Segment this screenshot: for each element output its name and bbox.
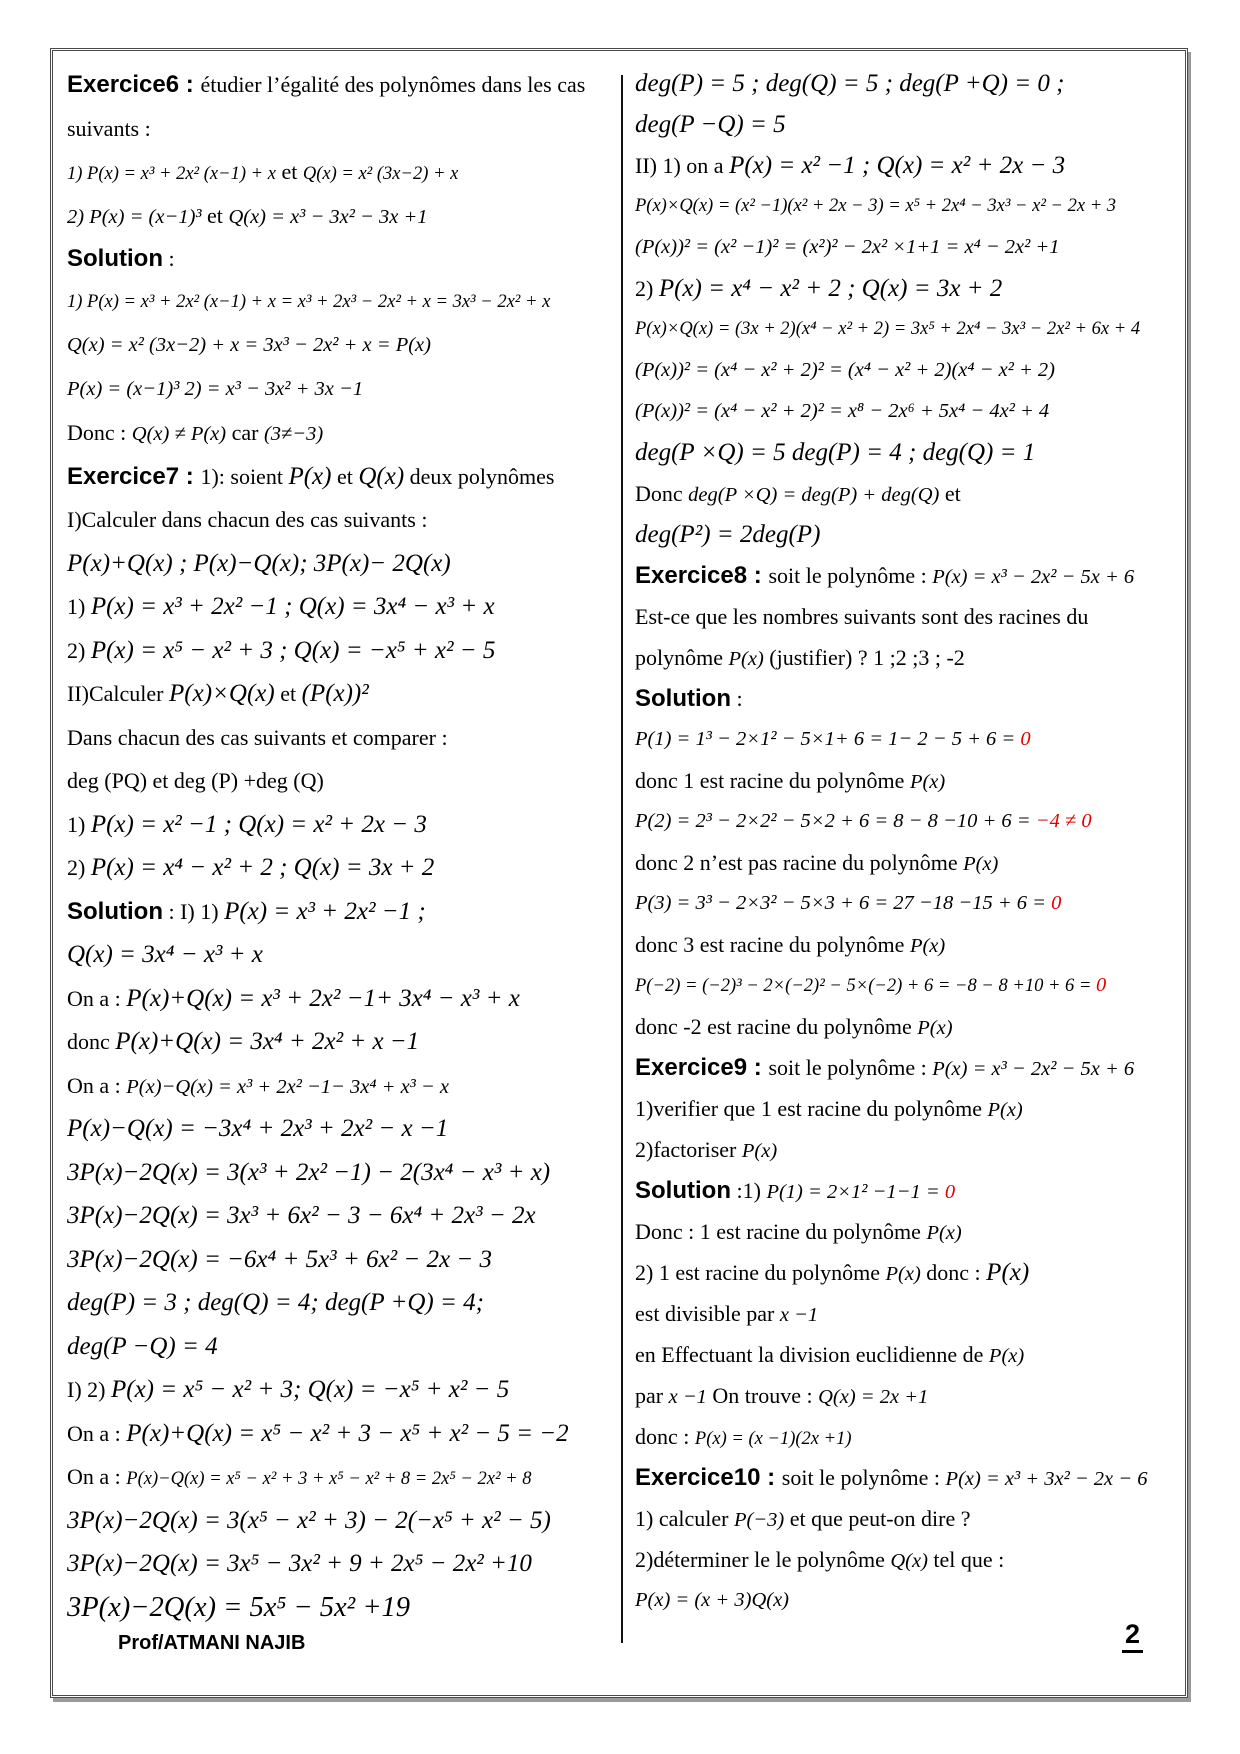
math-run-large: 3P(x)−2Q(x) = 3(x⁵ − x² + 3) − 2(−x⁵ + x² − 5) [67, 1506, 551, 1534]
text-run: deux polynômes [404, 463, 555, 489]
document-line [67, 1064, 619, 1108]
document-line [67, 1325, 619, 1369]
document-line [635, 1211, 1183, 1252]
document-line [67, 1194, 619, 1238]
document-line [635, 678, 1183, 719]
math-run: (P(x))² = (x⁴ − x² + 2)² = x⁸ − 2x⁶ + 5x⁴ − 4x² + 4 [635, 400, 1050, 422]
math-run: (P(x))² = (x² −1)² = (x²)² − 2x² ×1+1 = x⁴ − 2x² +1 [635, 236, 1060, 258]
math-run-small: 1) P(x) = x³ + 2x² (x−1) + x = x³ + 2x³ − 2x² + x = 3x³ − 2x² + x [67, 291, 551, 312]
math-run-large: deg(P) = 5 ; deg(Q) = 5 ; deg(P +Q) = 0 ; [635, 70, 1065, 97]
document-line [635, 350, 1183, 391]
text-run: : I) 1) [162, 898, 225, 924]
math-run: P(x) [909, 935, 946, 957]
text-run: 1) calculer [635, 1506, 734, 1531]
math-run-large: P(x) = x⁵ − x² + 3 ; Q(x) = −x⁵ + x² − 5 [90, 636, 496, 664]
math-run-small: P(x)×Q(x) = (x² −1)(x² + 2x − 3) = x⁵ + 2x⁴ − 3x³ − x² − 2x + 3 [635, 196, 1117, 216]
exercise-heading: Solution [67, 245, 163, 272]
math-run-large: P(x)+Q(x) ; P(x)−Q(x); 3P(x)− 2Q(x) [67, 549, 451, 577]
text-run: et [331, 463, 359, 489]
math-run-large: Q(x) = 3x⁴ − x³ + x [67, 941, 263, 968]
document-line [67, 281, 619, 325]
math-run: P(x)−Q(x) = x³ + 2x² −1− 3x⁴ + x³ − x [126, 1075, 449, 1098]
document-line [635, 1047, 1183, 1088]
exercise-heading: Exercice7 : [67, 462, 201, 490]
math-run: (3≠−3) [263, 423, 324, 445]
math-run: P(x) = x³ + 3x² − 2x − 6 [945, 1468, 1148, 1490]
document-line [635, 1252, 1183, 1293]
text-run: Donc : 1 est racine du polynôme [635, 1219, 927, 1244]
document-line [635, 1580, 1183, 1621]
math-run-large: P(x) = x³ + 2x² −1 ; Q(x) = 3x⁴ − x³ + x [90, 593, 495, 620]
red-result: 0 [1020, 728, 1031, 750]
red-result: 0 [1051, 892, 1062, 914]
math-run: deg(P ×Q) = deg(P) + deg(Q) [688, 484, 940, 506]
document-line [635, 842, 1183, 883]
text-run: donc 3 est racine du polynôme [635, 932, 910, 957]
document-line [635, 104, 1183, 145]
document-line [635, 1498, 1183, 1539]
text-run: : [162, 246, 175, 271]
math-run: Q(x) = x³ − 3x² − 3x +1 [228, 205, 428, 228]
document-line [635, 391, 1183, 432]
column-divider [621, 75, 623, 1643]
math-run-large: P(x)+Q(x) = 3x⁴ + 2x² + x −1 [115, 1028, 420, 1055]
text-run: On a : [67, 985, 127, 1011]
document-line [635, 719, 1183, 760]
exercise-heading: Solution [67, 897, 163, 925]
math-run: P(x) [987, 1099, 1023, 1121]
text-run: 2) [635, 276, 659, 301]
document-line [67, 1151, 619, 1195]
math-run: P(x) [728, 648, 764, 670]
document-line [67, 498, 619, 542]
math-run: Q(x) = x² (3x−2) + x = 3x³ − 2x² + x = P(x) [67, 334, 431, 356]
document-page [50, 48, 1188, 1698]
text-run: donc [67, 1029, 116, 1054]
text-run: : [730, 686, 743, 711]
text-run: donc : [635, 1424, 695, 1449]
document-line [635, 145, 1183, 186]
math-run: P(1) = 1³ − 2×1² − 5×1+ 6 = 1− 2 − 5 + 6 = [635, 728, 1021, 750]
math-run-large: deg(P −Q) = 5 [635, 111, 786, 138]
text-run: donc 1 est racine du polynôme [635, 768, 910, 793]
document-line [635, 555, 1183, 596]
math-run-large: Q(x) [358, 462, 405, 490]
math-run-large: P(x) [986, 1259, 1030, 1286]
document-line [635, 186, 1183, 227]
document-line [67, 1020, 619, 1064]
exercise-heading: Exercice9 : [635, 1054, 769, 1081]
text-run: deg (PQ) et deg (P) +deg (Q) [67, 768, 324, 793]
document-line [635, 473, 1183, 514]
exercise-heading: Exercice10 : [635, 1464, 782, 1491]
text-run: Donc : [67, 420, 132, 445]
text-run: soit le polynôme : [781, 1465, 946, 1490]
math-run: P(x) [988, 1345, 1025, 1367]
math-run: P(x) [909, 771, 946, 793]
math-run: P(2) = 2³ − 2×2² − 5×2 + 6 = 8 − 8 −10 + 6 = [635, 810, 1036, 832]
text-run: On a : [67, 1072, 127, 1098]
exercise-heading: Solution [635, 1177, 731, 1204]
document-line [635, 883, 1183, 924]
math-run: (P(x))² = (x⁴ − x² + 2)² = (x⁴ − x² + 2)(x⁴ − x² + 2) [635, 359, 1056, 381]
text-run: tel que : [927, 1547, 1005, 1572]
document-line [635, 63, 1183, 104]
exercise-heading: Solution [635, 685, 731, 712]
document-line [635, 309, 1183, 350]
document-line [67, 716, 619, 760]
text-run: I) 2) [67, 1377, 111, 1402]
math-run-small: P(x) = (x −1)(2x +1) [694, 1429, 852, 1449]
document-line [67, 411, 619, 455]
text-run: I)Calculer dans chacun des cas suivants : [67, 507, 428, 532]
document-line [67, 759, 619, 803]
text-run: donc : [920, 1260, 987, 1285]
math-run: x −1 [668, 1386, 707, 1408]
document-line [67, 846, 619, 890]
text-run: car [226, 420, 264, 445]
right-column [635, 63, 1183, 1621]
math-run-small: P(−2) = (−2)³ − 2×(−2)² − 5×(−2) + 6 = −8 − 8 +10 + 6 = [635, 976, 1097, 996]
document-line [67, 1499, 619, 1543]
math-run-small: P(x)−Q(x) = x⁵ − x² + 3 + x⁵ − x² + 8 = 2x⁵ − 2x² + 8 [126, 1469, 532, 1489]
document-line [635, 1416, 1183, 1457]
text-run: soit le polynôme : [768, 1055, 933, 1080]
document-line [635, 1088, 1183, 1129]
math-run-large: P(x) = x³ + 2x² −1 ; [224, 897, 426, 925]
document-line [635, 1457, 1183, 1498]
document-line [635, 1129, 1183, 1170]
footer-author: Prof/ATMANI NAJIB [118, 1632, 306, 1654]
text-run: 1) [67, 811, 91, 837]
text-run: On a : [67, 1420, 127, 1446]
math-run: P(x) [917, 1017, 953, 1039]
document-line [635, 1170, 1183, 1211]
math-run-large: P(x) = x² −1 ; Q(x) = x² + 2x − 3 [729, 152, 1066, 179]
math-run: P(x) [926, 1222, 962, 1244]
document-line [67, 585, 619, 629]
math-run-large: 3P(x)−2Q(x) = −6x⁴ + 5x³ + 6x² − 2x − 3 [67, 1245, 492, 1273]
document-line [635, 432, 1183, 473]
text-run: (justifier) ? 1 ;2 ;3 ; -2 [763, 645, 965, 670]
document-line [67, 324, 619, 368]
document-line [635, 924, 1183, 965]
text-run: On a : [67, 1464, 127, 1489]
document-line [67, 455, 619, 499]
text-run: polynôme [635, 645, 729, 670]
red-result: −4 ≠ 0 [1035, 810, 1092, 832]
document-line [635, 1006, 1183, 1047]
math-run-large: (P(x))² [301, 680, 369, 707]
math-run-large: P(x) = x⁴ − x² + 2 ; Q(x) = 3x + 2 [90, 854, 435, 881]
red-result: 0 [944, 1181, 956, 1203]
document-line [67, 890, 619, 934]
math-run: P(x) [885, 1263, 921, 1285]
document-line [67, 1238, 619, 1282]
exercise-heading: Exercice6 : [67, 71, 201, 98]
math-run-large: P(x)−Q(x) = −3x⁴ + 2x³ + 2x² − x −1 [67, 1115, 449, 1142]
math-run-large: 3P(x)−2Q(x) = 3x³ + 6x² − 3 − 6x⁴ + 2x³ − 2x [67, 1202, 536, 1229]
math-run: 2) P(x) = (x−1)³ [67, 205, 202, 228]
document-line [635, 1334, 1183, 1375]
math-run: P(x) [963, 853, 999, 875]
text-run: 2) 1 est racine du polynôme [635, 1260, 886, 1285]
document-line [635, 760, 1183, 801]
text-run: Dans chacun des cas suivants et comparer : [67, 724, 448, 750]
math-run: P(x) = (x + 3)Q(x) [635, 1589, 790, 1611]
math-run: P(x) = x³ − 2x² − 5x + 6 [932, 1058, 1135, 1080]
math-run: P(3) = 3³ − 2×3² − 5×3 + 6 = 27 −18 −15 + 6 = [635, 892, 1052, 914]
text-run: On trouve : [706, 1383, 819, 1408]
math-run-xlarge: 3P(x)−2Q(x) = 5x⁵ − 5x² +19 [67, 1591, 411, 1623]
text-run: 2) [67, 855, 91, 880]
text-run: et que peut-on dire ? [784, 1506, 971, 1531]
text-run: et [274, 681, 302, 706]
text-run: Donc [635, 481, 689, 506]
document-line [67, 1107, 619, 1151]
math-run-large: deg(P) = 3 ; deg(Q) = 4; deg(P +Q) = 4; [67, 1289, 484, 1316]
text-run: 1) [67, 594, 91, 619]
text-run: soit le polynôme : [768, 563, 933, 588]
math-run-large: P(x)×Q(x) [169, 680, 275, 707]
math-run: Q(x) [890, 1550, 928, 1572]
math-run-large: P(x) = x⁴ − x² + 2 ; Q(x) = 3x + 2 [658, 275, 1003, 302]
math-run-large: deg(P −Q) = 4 [67, 1332, 218, 1360]
document-line [67, 237, 619, 281]
document-line [635, 1375, 1183, 1416]
math-run-large: P(x)+Q(x) = x³ + 2x² −1+ 3x⁴ − x³ + x [126, 984, 520, 1012]
text-run: suivants : [67, 115, 151, 141]
text-run: 1)verifier que 1 est racine du polynôme [635, 1096, 988, 1121]
document-line [635, 268, 1183, 309]
document-line [67, 1586, 619, 1630]
text-run: donc -2 est racine du polynôme [635, 1014, 918, 1039]
document-line [67, 629, 619, 673]
text-run: donc 2 n’est pas racine du polynôme [635, 850, 964, 875]
document-line [67, 1542, 619, 1586]
text-run: est divisible par [635, 1301, 780, 1326]
math-run: x −1 [779, 1304, 819, 1326]
math-run-small: P(x)×Q(x) = (3x + 2)(x⁴ − x² + 2) = 3x⁵ + 2x⁴ − 3x³ − 2x² + 6x + 4 [635, 319, 1141, 339]
document-line [635, 227, 1183, 268]
math-run-large: 3P(x)−2Q(x) = 3(x³ + 2x² −1) − 2(3x⁴ − x³ + x) [67, 1158, 551, 1186]
document-line [635, 965, 1183, 1006]
math-run-large: deg(P ×Q) = 5 deg(P) = 4 ; deg(Q) = 1 [635, 439, 1036, 466]
text-run: 2)factoriser [635, 1137, 742, 1162]
math-run: Q(x) ≠ P(x) [131, 423, 227, 445]
page-number: 2 [1122, 1619, 1143, 1653]
math-run-large: P(x) = x² −1 ; Q(x) = x² + 2x − 3 [90, 810, 427, 838]
text-run: :1) [730, 1178, 767, 1203]
document-line [67, 672, 619, 716]
document-line [67, 194, 619, 238]
document-line [67, 933, 619, 977]
left-column [67, 63, 619, 1629]
math-run: P(x) = (x−1)³ 2) = x³ − 3x² + 3x −1 [67, 377, 364, 400]
math-run: P(1) = 2×1² −1−1 = [766, 1181, 945, 1203]
math-run-large: P(x) [288, 462, 332, 490]
document-line [635, 514, 1183, 555]
text-run: 1): soient [200, 463, 289, 489]
text-run: et [201, 202, 229, 228]
text-run: Est-ce que les nombres suivants sont des racines du [635, 604, 1089, 629]
text-run: 2)déterminer le le polynôme [635, 1547, 891, 1572]
exercise-heading: Exercice8 : [635, 562, 769, 589]
document-line [635, 1293, 1183, 1334]
document-line [635, 801, 1183, 842]
text-run: 2) [67, 637, 91, 663]
text-run: et [275, 159, 303, 184]
document-line [67, 1412, 619, 1456]
document-line [67, 150, 619, 194]
math-run-large: P(x)+Q(x) = x⁵ − x² + 3 − x⁵ + x² − 5 = −2 [126, 1419, 569, 1447]
red-result: 0 [1096, 974, 1107, 996]
document-line [67, 107, 619, 151]
math-run-large: P(x) = x⁵ − x² + 3; Q(x) = −x⁵ + x² − 5 [110, 1376, 510, 1403]
document-line [67, 803, 619, 847]
text-run: II)Calculer [67, 681, 169, 706]
math-run-large: 3P(x)−2Q(x) = 3x⁵ − 3x² + 9 + 2x⁵ − 2x² +10 [67, 1550, 532, 1577]
document-line [635, 1539, 1183, 1580]
math-run: P(−3) [733, 1509, 785, 1531]
text-run: en Effectuant la division euclidienne de [635, 1342, 989, 1367]
document-line [67, 1281, 619, 1325]
text-run: étudier l’égalité des polynômes dans les cas [200, 72, 586, 97]
math-run-large: deg(P²) = 2deg(P) [635, 521, 821, 548]
math-run-small: 1) P(x) = x³ + 2x² (x−1) + x [67, 164, 276, 184]
document-line [67, 368, 619, 412]
document-line [635, 596, 1183, 637]
document-line [67, 977, 619, 1021]
math-run-small: Q(x) = x² (3x−2) + x [302, 164, 459, 184]
math-run: P(x) [741, 1140, 778, 1162]
document-line [635, 637, 1183, 678]
text-run: II) 1) on a [635, 153, 730, 178]
document-line [67, 1368, 619, 1412]
math-run: P(x) = x³ − 2x² − 5x + 6 [932, 566, 1135, 588]
text-run: par [635, 1383, 669, 1408]
text-run: et [939, 481, 961, 506]
document-line [67, 542, 619, 586]
math-run: Q(x) = 2x +1 [818, 1386, 929, 1408]
document-line [67, 63, 619, 107]
document-line [67, 1455, 619, 1499]
